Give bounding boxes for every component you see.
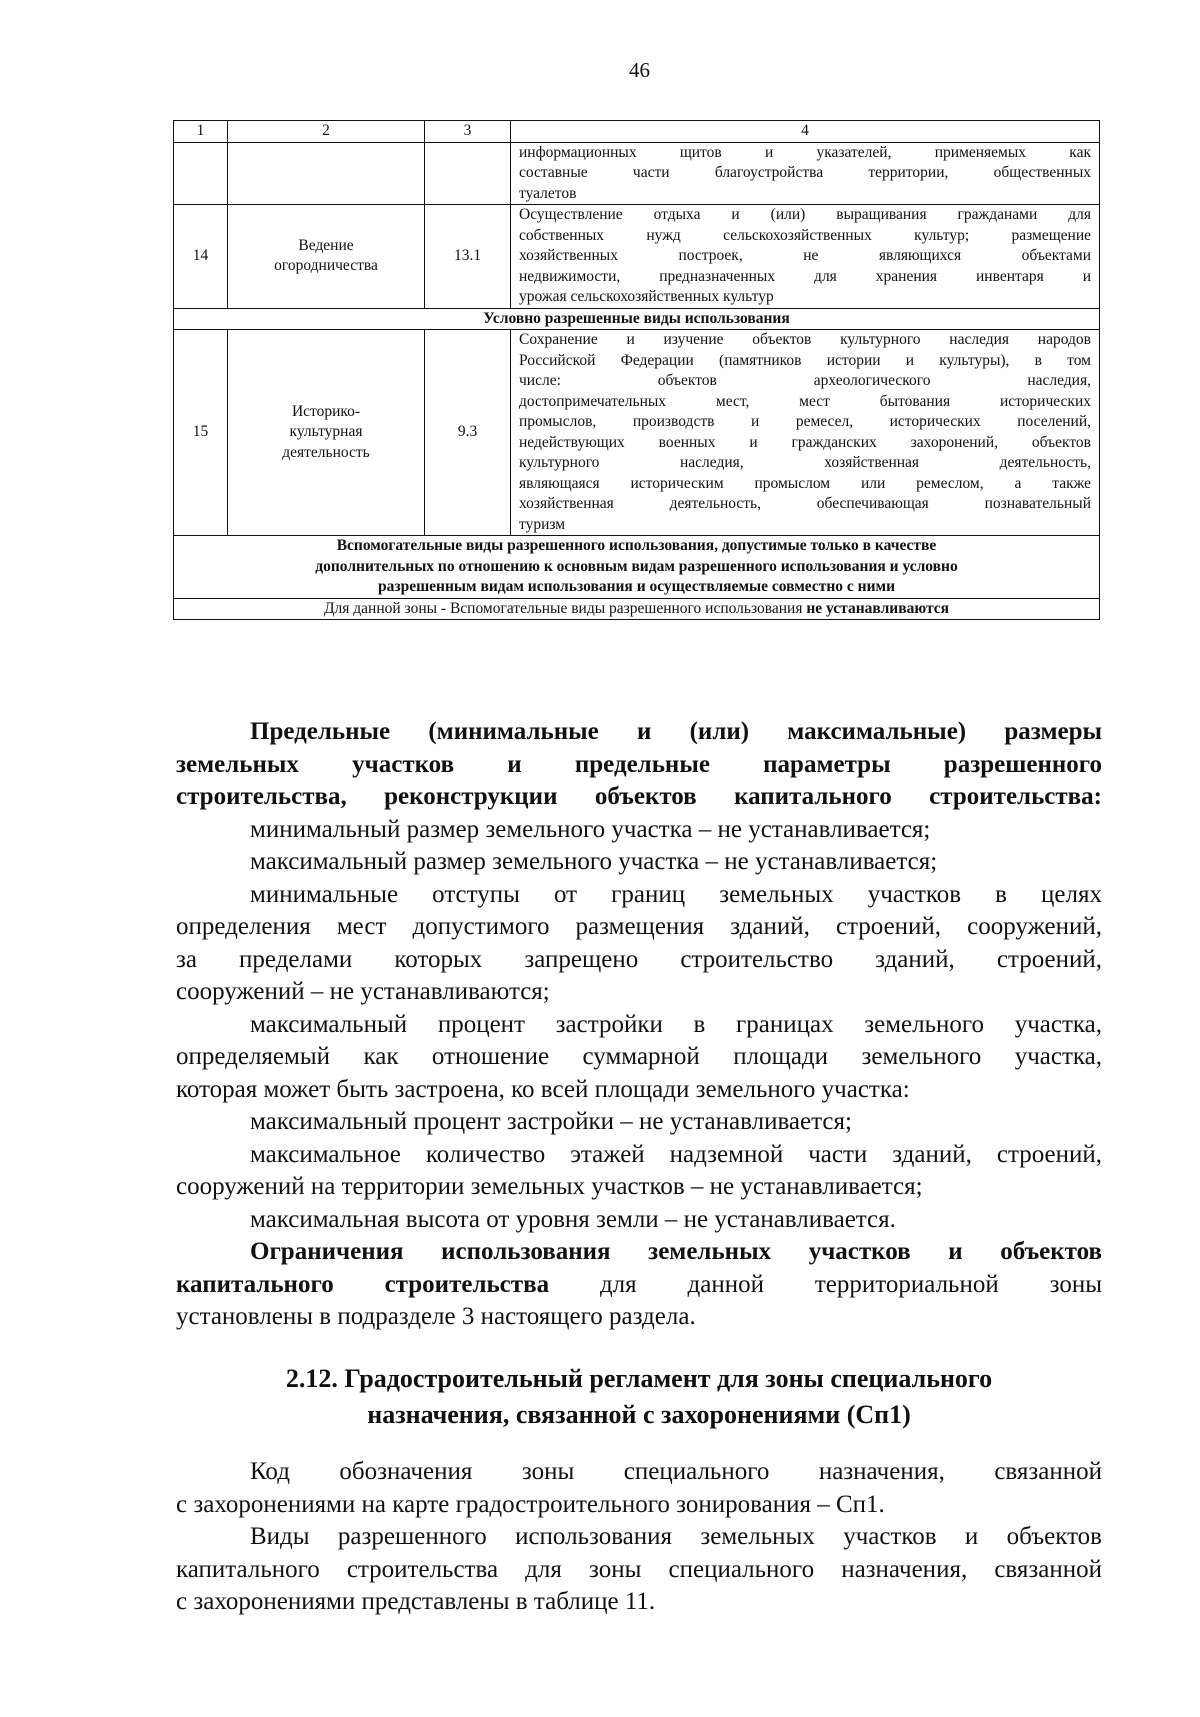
limits-heading: Предельные (минимальные и (или) максимальные) размеры земельных участков и предельные параметры разрешенного строительства, реконструкции объектов капитального строительства:	[176, 718, 1102, 810]
page-number: 46	[629, 58, 650, 82]
limit-paragraph: максимальный процент застройки – не устанавливается;	[250, 1108, 852, 1135]
use-type-name: Ведение огородничества	[228, 205, 425, 309]
limit-paragraph: минимальный размер земельного участка – не устанавливается;	[250, 815, 931, 843]
section-row-auxiliary	[174, 536, 1100, 599]
limits-section	[176, 716, 1102, 1334]
auxiliary-note: Для данной зоны - Вспомогательные виды разрешенного использования не устанавливаются	[174, 598, 1100, 620]
land-use-table	[173, 120, 1100, 620]
zone-uses-paragraph: Виды разрешенного использования земельных участков и объектов капитального строительства для зоны специального назначения, связанной с захоронениями представлены в таблице 11.	[176, 1523, 1102, 1615]
note-row	[174, 598, 1100, 620]
section-2-12-text	[176, 1456, 1102, 1619]
row-number: 15	[174, 330, 228, 536]
section-conditional-title: Условно разрешенные виды использования	[174, 308, 1100, 330]
limit-paragraph: максимальный процент застройки в границах земельного участка, определяемый как отношение суммарной площади земельного участка, которая может быть застроена, ко всей площади земельного участка:	[176, 1010, 1102, 1103]
limit-paragraph: максимальный размер земельного участка – не устанавливается;	[250, 848, 938, 875]
section-row-conditional	[174, 308, 1100, 330]
table-row-14	[174, 205, 1100, 309]
header-col-2: 2	[228, 121, 425, 143]
limit-paragraph: минимальные отступы от границ земельных участков в целях определения мест допустимого размещения зданий, строений, сооружений, за пределами которых запрещено строительство зданий, строений, сооружений – не устанавливаются;	[176, 880, 1102, 1005]
section-auxiliary-title: Вспомогательные виды разрешенного использования, допустимые только в качестве дополнительных по отношению к основным видам разрешенного использования и условно разрешенным видам использования и осуществляемые совместно с ними	[174, 536, 1100, 599]
restrictions-paragraph: Ограничения использования земельных участков и объектов капитального строительства для данной территориальной зоны установлены в подразделе 3 настоящего раздела.	[176, 1238, 1102, 1330]
limit-paragraph: максимальная высота от уровня земли – не устанавливается.	[250, 1205, 896, 1233]
use-type-code: 13.1	[425, 205, 511, 309]
table-row-continued	[174, 142, 1100, 205]
use-type-description: Осуществление отдыха и (или) выращивания гражданами для собственных нужд сельскохозяйственных культур; размещение хозяйственных построек, не являющихся объектами недвижимости, предназначенных для хранения инвентаря и урожая сельскохозяйственных культур	[511, 205, 1100, 309]
table-header-row	[174, 121, 1100, 143]
zone-code-paragraph: Код обозначения зоны специального назначения, связанной с захоронениями на карте градостроительного зонирования – Сп1.	[176, 1458, 1102, 1518]
header-col-1: 1	[174, 121, 228, 143]
header-col-3: 3	[425, 121, 511, 143]
table-row-15	[174, 330, 1100, 536]
limit-paragraph: максимальное количество этажей надземной части зданий, строений, сооружений на территории земельных участков – не устанавливается;	[176, 1140, 1102, 1200]
header-col-4: 4	[511, 121, 1100, 143]
use-type-name: Историко- культурная деятельность	[228, 330, 425, 536]
use-type-code: 9.3	[425, 330, 511, 536]
continued-description: информационных щитов и указателей, применяемых как составные части благоустройства территории, общественных туалетов	[511, 142, 1100, 205]
row-number: 14	[174, 205, 228, 309]
use-type-description: Сохранение и изучение объектов культурного наследия народов Российской Федерации (памятников истории и культуры), в том числе: объектов археологического наследия, достопримечательных мест, мест бытования исторических промыслов, производств и ремесел, исторических поселений, недействующих военных и гражданских захоронений, объектов культурного наследия, хозяйственная деятельность, являющаяся историческим промыслом или ремеслом, а также хозяйственная деятельность, обеспечивающая познавательный туризм	[511, 330, 1100, 536]
section-heading-2-12: 2.12. Градостроительный регламент для зоны специального назначения, связанной с захоронениями (Сп1)	[285, 1364, 993, 1429]
